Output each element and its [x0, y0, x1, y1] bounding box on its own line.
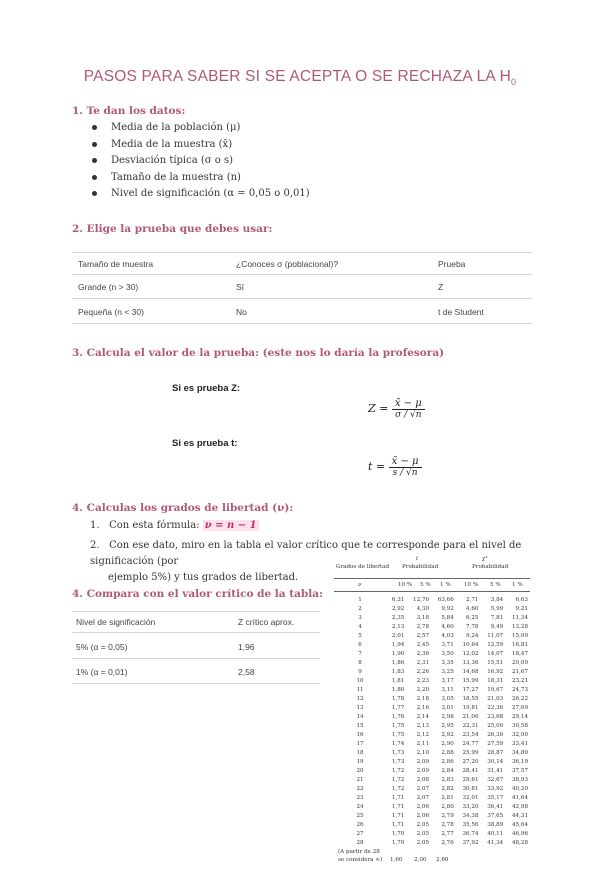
table-cell: 2,45 — [416, 641, 430, 648]
table-cell: 9,49 — [490, 623, 504, 630]
table-cell: 5 — [358, 632, 362, 639]
table-cell: 8 — [358, 659, 362, 666]
table-row — [334, 604, 530, 613]
table-cell: 2,12 — [416, 731, 430, 738]
section-1-heading: 1. Te dan los datos: — [72, 105, 186, 117]
table-cell: 2,23 — [416, 677, 430, 684]
table-cell: 34,80 — [511, 749, 528, 756]
table-cell: 31,41 — [487, 767, 504, 774]
table-row — [334, 685, 530, 694]
header-significance: Nivel de significación — [76, 617, 156, 627]
table-cell: 24,73 — [511, 686, 528, 693]
table-cell: 36,41 — [487, 803, 504, 810]
stats-table-body — [334, 595, 530, 847]
table-cell: 34,38 — [462, 812, 479, 819]
table-cell: 2,82 — [441, 785, 454, 792]
table-cell: 1,73 — [391, 749, 405, 756]
table-row — [334, 694, 530, 703]
table-cell: 3,05 — [441, 695, 454, 702]
table-cell: 26,30 — [487, 731, 504, 738]
bullet-icon — [92, 191, 97, 196]
table-cell: 36,74 — [462, 830, 479, 837]
table-cell: 2,13 — [416, 722, 430, 729]
table-cell: 44,31 — [511, 812, 528, 819]
page-title: PASOS PARA SABER SI SE ACEPTA O SE RECHAZA LA $H_0$ — [83, 68, 517, 88]
table-cell: 37,57 — [511, 767, 528, 774]
table-cell: 41,64 — [511, 794, 528, 801]
table-cell: 27,20 — [462, 758, 479, 765]
header-test: Prueba — [438, 259, 466, 269]
list-item: Tamaño de la muestra (n) — [92, 172, 310, 189]
t-formula: t = $\frac{x̄ - \mu}{s / √n}$ — [368, 456, 422, 478]
table-cell: 37,92 — [462, 839, 479, 846]
header-known-sigma: ¿Conoces σ (poblacional)? — [236, 259, 339, 269]
table-cell: 4,60 — [441, 623, 454, 630]
table-rule — [72, 252, 532, 253]
table-cell: 21,67 — [511, 668, 528, 675]
table-rule — [72, 274, 532, 275]
table-cell: 25,00 — [487, 722, 504, 729]
table-cell: 9,24 — [466, 632, 479, 639]
table-row — [334, 703, 530, 712]
bullet-icon — [92, 142, 97, 147]
table-cell: 20 — [356, 767, 364, 774]
table-row — [334, 820, 530, 829]
table-cell: 2,90 — [441, 740, 454, 747]
critical-values-table — [334, 556, 530, 869]
table-cell: 63,66 — [437, 596, 454, 603]
table-cell: 1,77 — [391, 704, 405, 711]
table-row — [334, 595, 530, 604]
table-cell: 1,72 — [391, 767, 405, 774]
table-cell: 1,71 — [391, 821, 405, 828]
stats-col-t: Probabilidad — [402, 564, 439, 570]
table-cell: 36,19 — [511, 758, 528, 765]
table-rule — [72, 323, 532, 324]
table-cell: 2,95 — [441, 722, 454, 729]
table-cell: Sí — [236, 282, 245, 292]
table-cell: 29,14 — [511, 713, 528, 720]
table-cell: 1,74 — [391, 740, 405, 747]
table-cell: 2,31 — [416, 659, 430, 666]
table-cell: 7,81 — [490, 614, 504, 621]
table-row — [334, 775, 530, 784]
table-cell: 18 — [356, 749, 364, 756]
table-cell: 3,01 — [441, 704, 454, 711]
table-cell: 17,27 — [462, 686, 479, 693]
table-cell: 1,70 — [391, 830, 405, 837]
table-cell: No — [236, 307, 247, 317]
table-cell: 22,36 — [487, 704, 504, 711]
table-cell: 4,30 — [416, 605, 430, 612]
z-formula: Z = $\frac{x̄ - \mu}{\sigma / √n}$ — [368, 398, 425, 420]
table-cell: 33,92 — [487, 785, 504, 792]
table-cell: 2,78 — [441, 821, 454, 828]
table-cell: 2,05 — [416, 839, 430, 846]
table-cell: 2,80 — [441, 803, 454, 810]
table-cell: 12,59 — [487, 641, 504, 648]
table-cell: 1,75 — [391, 722, 405, 729]
stats-table-header — [334, 556, 530, 578]
table-cell: 1,70 — [391, 839, 405, 846]
table-cell: 2,81 — [441, 794, 454, 801]
table-cell: 18,31 — [487, 677, 504, 684]
header-z-critical: Z crítico aprox. — [238, 617, 295, 627]
table-cell: 4,03 — [441, 632, 454, 639]
table-cell: 22 — [356, 785, 364, 792]
table-cell: 18,47 — [511, 650, 528, 657]
table-cell: 15,09 — [511, 632, 528, 639]
table-cell: 18,55 — [462, 695, 479, 702]
table-cell: 5,99 — [490, 605, 504, 612]
bullet-icon — [92, 158, 97, 163]
stats-t-symbol: t — [416, 556, 419, 562]
table-cell: 28,41 — [462, 767, 479, 774]
table-cell: 41,34 — [487, 839, 504, 846]
table-cell: 10 — [356, 677, 364, 684]
table-cell: 13,36 — [462, 659, 479, 666]
table-cell: 2,01 — [391, 632, 405, 639]
table-row — [334, 613, 530, 622]
table-cell: 26 — [356, 821, 364, 828]
table-cell: 1 — [358, 596, 362, 603]
table-cell: 6 — [358, 641, 362, 648]
table-rule — [72, 658, 320, 659]
table-cell: 4,60 — [466, 605, 479, 612]
degrees-item-2: 2. Con ese dato, miro en la tabla el valor crítico que te corresponde para el nivel de significación (por ejemplo 5%) y tus grados de libertad. — [90, 540, 522, 583]
table-cell: Grande (n > 30) — [78, 282, 139, 292]
table-cell: 2,09 — [416, 758, 430, 765]
table-cell: 3,50 — [441, 650, 454, 657]
table-cell: 13,28 — [511, 623, 528, 630]
table-cell: 2,05 — [416, 830, 430, 837]
table-cell: 1,83 — [391, 668, 405, 675]
section-4-heading: 4. Calculas los grados de libertad (ν): — [72, 502, 294, 514]
table-cell: 12,70 — [413, 596, 430, 603]
stats-chi-symbol: χ² — [482, 556, 488, 562]
table-cell: 1,75 — [391, 731, 405, 738]
table-rule — [72, 298, 532, 299]
table-cell: 32,00 — [511, 731, 528, 738]
table-cell: 3,84 — [490, 596, 504, 603]
table-cell: 38,89 — [487, 821, 504, 828]
table-cell: 3,71 — [441, 641, 454, 648]
header-sample-size: Tamaño de muestra — [78, 259, 154, 269]
table-rule — [72, 683, 320, 684]
table-row — [334, 649, 530, 658]
table-cell: 1,72 — [391, 785, 405, 792]
table-row — [334, 802, 530, 811]
table-cell: 1,71 — [391, 803, 405, 810]
table-cell: 16 — [356, 731, 364, 738]
table-cell: 24,77 — [462, 740, 479, 747]
table-cell: Z — [438, 282, 444, 292]
table-cell: 2,36 — [416, 650, 430, 657]
table-cell: 23,21 — [511, 677, 528, 684]
table-cell: 33,41 — [511, 740, 528, 747]
table-cell: 21 — [356, 776, 364, 783]
table-cell: 28 — [356, 839, 364, 846]
table-cell: 1,71 — [391, 794, 405, 801]
data-list — [92, 122, 310, 205]
table-cell: 26,22 — [511, 695, 528, 702]
table-cell: 24 — [356, 803, 364, 810]
z-test-label: Si es prueba Z: — [172, 383, 241, 394]
table-cell: 19,67 — [487, 686, 504, 693]
table-cell: 1,90 — [391, 650, 405, 657]
section-2-heading: 2. Elige la prueba que debes usar: — [72, 223, 273, 235]
table-cell: 1,94 — [391, 641, 405, 648]
table-cell: 1,71 — [391, 812, 405, 819]
table-cell: 2,71 — [466, 596, 479, 603]
table-cell: 2,26 — [416, 668, 430, 675]
list-item: Media de la población (μ) — [92, 122, 310, 139]
table-cell: 35,56 — [462, 821, 479, 828]
table-row — [334, 721, 530, 730]
table-cell: 25,99 — [462, 749, 479, 756]
table-cell: 1,80 — [391, 686, 405, 693]
table-cell: 7,78 — [466, 623, 479, 630]
table-cell: 1,86 — [391, 659, 405, 666]
table-cell: 27,69 — [511, 704, 528, 711]
table-cell: 14,68 — [462, 668, 479, 675]
table-row — [334, 739, 530, 748]
table-cell: 2,16 — [416, 704, 430, 711]
bullet-icon — [92, 125, 97, 130]
table-cell: 33,20 — [462, 803, 479, 810]
table-row — [334, 712, 530, 721]
table-cell: 2,98 — [441, 713, 454, 720]
table-row — [334, 811, 530, 820]
table-cell: 2,57 — [416, 632, 430, 639]
table-cell: 4 — [358, 623, 362, 630]
table-cell: 23,54 — [462, 731, 479, 738]
table-cell: 19 — [356, 758, 364, 765]
table-cell: 3,35 — [441, 659, 454, 666]
table-cell: 7 — [358, 650, 362, 657]
table-cell: 1,73 — [391, 758, 405, 765]
table-cell: 2,14 — [416, 713, 430, 720]
bullet-icon — [92, 175, 97, 180]
table-cell: 2,10 — [416, 749, 430, 756]
table-cell: 15,99 — [462, 677, 479, 684]
table-cell: 2,20 — [416, 686, 430, 693]
table-cell: 9,21 — [515, 605, 528, 612]
table-cell: 35,17 — [487, 794, 504, 801]
table-cell: 25 — [356, 812, 364, 819]
table-row — [334, 676, 530, 685]
table-cell: 6,63 — [515, 596, 528, 603]
table-row — [334, 793, 530, 802]
table-cell: 30,81 — [462, 785, 479, 792]
table-cell: 30,14 — [487, 758, 504, 765]
table-cell: 21,06 — [462, 713, 479, 720]
table-cell: 3,11 — [441, 686, 454, 693]
table-cell: 2,06 — [416, 803, 430, 810]
table-cell: 2,76 — [441, 839, 454, 846]
table-cell: 2,08 — [416, 776, 430, 783]
table-cell: 1,78 — [391, 695, 405, 702]
table-row — [334, 838, 530, 847]
table-cell: 16,92 — [487, 668, 504, 675]
stats-nu: ν — [358, 582, 362, 588]
table-row — [334, 658, 530, 667]
df-formula: ν = n − 1 — [204, 520, 257, 531]
t-test-label: Si es prueba t: — [172, 438, 238, 449]
table-cell: 11 — [356, 686, 364, 693]
table-cell: 29,61 — [462, 776, 479, 783]
table-cell: 14,07 — [487, 650, 504, 657]
table-cell: 10,64 — [462, 641, 479, 648]
table-cell: 45,64 — [511, 821, 528, 828]
table-cell: 48,28 — [511, 839, 528, 846]
table-cell: 40,11 — [487, 830, 504, 837]
table-cell: 27,59 — [487, 740, 504, 747]
table-cell: 14 — [356, 713, 364, 720]
list-item: Media de la muestra (x̄) — [92, 139, 310, 156]
table-cell: 1,81 — [391, 677, 405, 684]
table-rule — [72, 611, 320, 612]
table-cell: 2,86 — [441, 758, 454, 765]
table-cell: 1,96 — [238, 642, 255, 652]
table-cell: 40,29 — [511, 785, 528, 792]
table-cell: 11,34 — [511, 614, 528, 621]
table-cell: 2,07 — [416, 794, 430, 801]
list-item: Desviación típica (σ o s) — [92, 155, 310, 172]
table-cell: 5,84 — [441, 614, 454, 621]
table-cell: 12 — [356, 695, 364, 702]
stats-col-chi: Probabilidad — [472, 564, 509, 570]
stats-footer: (A partir de 28 se considera ∞) 1,60 2,00 2,60 — [338, 849, 449, 863]
table-cell: 23,68 — [487, 713, 504, 720]
table-row — [334, 829, 530, 838]
table-cell: 2,05 — [416, 821, 430, 828]
table-cell: 2,07 — [416, 785, 430, 792]
section-5-heading: 4. Compara con el valor crítico de la tabla: — [72, 588, 323, 600]
table-cell: 17 — [356, 740, 364, 747]
table-cell: 21,03 — [487, 695, 504, 702]
table-cell: 16,81 — [511, 641, 528, 648]
table-cell: 2,92 — [441, 731, 454, 738]
table-cell: 3,25 — [441, 668, 454, 675]
table-cell: 38,93 — [511, 776, 528, 783]
table-cell: 11,07 — [487, 632, 504, 639]
table-cell: 2 — [358, 605, 362, 612]
table-cell: 2,83 — [441, 776, 454, 783]
table-row — [334, 667, 530, 676]
table-cell: 3 — [358, 614, 362, 621]
table-cell: 2,13 — [391, 623, 405, 630]
table-row — [334, 757, 530, 766]
table-cell: 12,02 — [462, 650, 479, 657]
table-cell: 2,06 — [416, 812, 430, 819]
table-cell: 15 — [356, 722, 364, 729]
table-row — [334, 730, 530, 739]
table-cell: 42,98 — [511, 803, 528, 810]
table-cell: 6,31 — [391, 596, 405, 603]
table-cell: 2,88 — [441, 749, 454, 756]
table-row — [334, 784, 530, 793]
table-cell: 30,58 — [511, 722, 528, 729]
table-cell: 2,35 — [391, 614, 405, 621]
table-cell: 2,78 — [416, 623, 430, 630]
table-cell: 32,67 — [487, 776, 504, 783]
table-cell: 2,79 — [441, 812, 454, 819]
table-cell: 3,18 — [416, 614, 430, 621]
list-item: Nivel de significación (α = 0,05 o 0,01) — [92, 188, 310, 205]
table-cell: 2,77 — [441, 830, 454, 837]
degrees-item-1: 1. Con esta fórmula: ν = n − 1 — [90, 520, 257, 531]
table-cell: 23 — [356, 794, 364, 801]
table-cell: 9 — [358, 668, 362, 675]
table-cell: 6,25 — [466, 614, 479, 621]
section-3-heading: 3. Calcula el valor de la prueba: (este nos lo daría la profesora) — [72, 347, 445, 359]
table-cell: 27 — [356, 830, 364, 837]
table-cell: 28,87 — [487, 749, 504, 756]
table-cell: 22,31 — [462, 722, 479, 729]
table-cell: 13 — [356, 704, 364, 711]
table-cell: 46,96 — [511, 830, 528, 837]
table-row — [334, 640, 530, 649]
table-cell: 1,76 — [391, 713, 405, 720]
table-cell: 2,92 — [391, 605, 405, 612]
table-cell: 3,17 — [441, 677, 454, 684]
table-cell: 9,92 — [441, 605, 454, 612]
table-cell: 2,11 — [416, 740, 430, 747]
table-cell: 15,51 — [487, 659, 504, 666]
table-row — [334, 622, 530, 631]
table-row — [334, 631, 530, 640]
table-cell: 32,01 — [462, 794, 479, 801]
table-cell: 2,09 — [416, 767, 430, 774]
table-cell: 2,18 — [416, 695, 430, 702]
stats-col-df: Grados de libertad — [336, 564, 390, 570]
table-cell: 37,65 — [487, 812, 504, 819]
table-row — [334, 748, 530, 757]
table-cell: 2,84 — [441, 767, 454, 774]
table-row — [334, 766, 530, 775]
table-cell: Pequeña (n < 30) — [78, 307, 144, 317]
table-cell: 1,72 — [391, 776, 405, 783]
table-cell: 5% (α = 0,05) — [76, 642, 128, 652]
stats-subheader: ν 10 % 5 % 1 % 10 % 5 % 1 % — [358, 582, 523, 588]
table-cell: 19,81 — [462, 704, 479, 711]
table-cell: 2,58 — [238, 667, 255, 677]
table-rule — [72, 632, 320, 633]
table-cell: 1% (α = 0,01) — [76, 667, 128, 677]
table-cell: t de Student — [438, 307, 484, 317]
table-cell: 20,09 — [511, 659, 528, 666]
